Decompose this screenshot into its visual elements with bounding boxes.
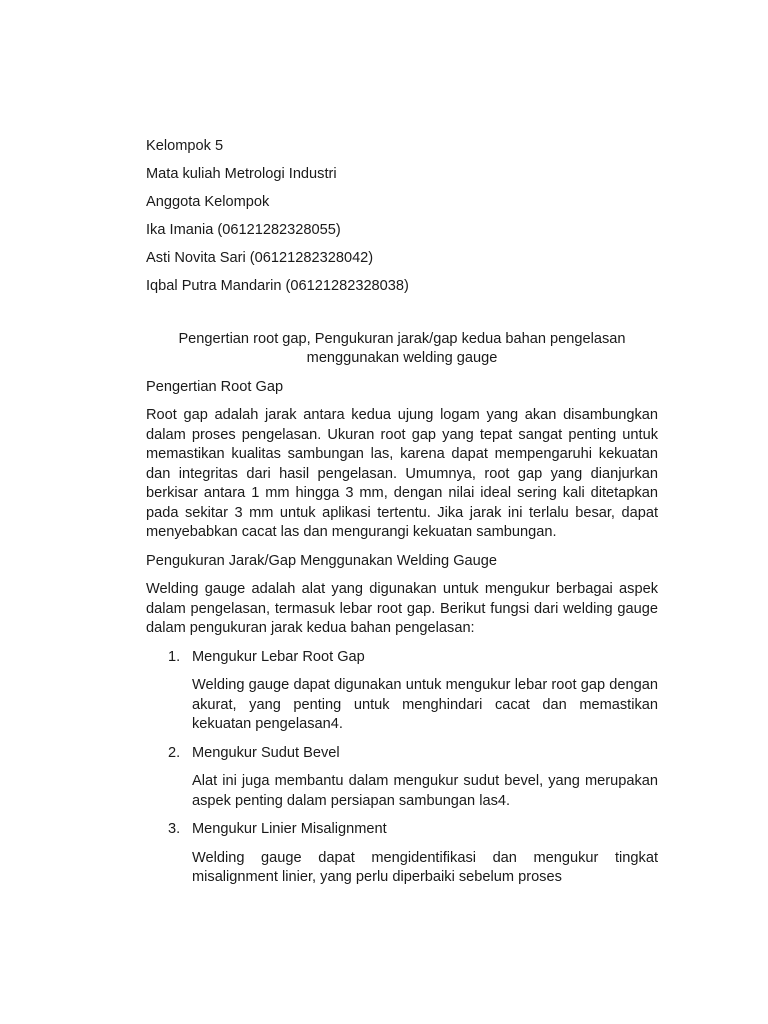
function-list bbox=[146, 648, 658, 888]
list-item-title: Mengukur Sudut Bevel bbox=[192, 744, 340, 761]
members-heading: Anggota Kelompok bbox=[146, 194, 270, 210]
list-item-body: Welding gauge dapat digunakan untuk mengukur lebar root gap dengan akurat, yang penting untuk menghindari cacat dan memastikan kekuatan pengelasan4. bbox=[192, 677, 658, 732]
list-item bbox=[146, 648, 658, 735]
list-item-number: 3. bbox=[168, 821, 181, 837]
course-name: Mata kuliah Metrologi Industri bbox=[146, 166, 337, 182]
member-name: Asti Novita Sari (06121282328042) bbox=[146, 250, 374, 266]
document-content bbox=[146, 137, 658, 897]
member-name: Ika Imania (06121282328055) bbox=[146, 222, 341, 238]
group-info bbox=[146, 137, 658, 297]
section-heading-root-gap: Pengertian Root Gap bbox=[146, 378, 284, 395]
section-heading-measurement: Pengukuran Jarak/Gap Menggunakan Welding Gauge bbox=[146, 552, 498, 569]
list-item-title: Mengukur Linier Misalignment bbox=[192, 821, 387, 837]
list-item bbox=[146, 744, 658, 812]
list-item-number: 1. bbox=[168, 648, 181, 665]
list-item-number: 2. bbox=[168, 744, 181, 761]
list-item-body: Alat ini juga membantu dalam mengukur sudut bevel, yang merupakan aspek penting dalam persiapan sambungan las4. bbox=[192, 773, 658, 809]
member-name: Iqbal Putra Mandarin (06121282328038) bbox=[146, 278, 409, 294]
list-item-title: Mengukur Lebar Root Gap bbox=[192, 648, 365, 665]
section-intro-measurement: Welding gauge adalah alat yang digunakan untuk mengukur berbagai aspek dalam pengelasan, termasuk lebar root gap. Berikut fungsi dari welding gauge dalam pengukuran jarak kedua bahan pengelasan: bbox=[146, 581, 658, 636]
section-body-root-gap: Root gap adalah jarak antara kedua ujung logam yang akan disambungkan dalam proses pengelasan. Ukuran root gap yang tepat sangat penting untuk memastikan kualitas sambungan las, karena dapat mempengaruhi kekuatan dan integritas dari hasil pengelasan. Umumnya, root gap yang dianjurkan berkisar antara 1 mm hingga 3 mm, dengan nilai ideal sering kali ditetapkan pada sekitar 3 mm untuk aplikasi tertentu. Jika jarak ini terlalu besar, dapat menyebabkan cacat las dan mengurangi kekuatan sambungan. bbox=[146, 407, 658, 540]
group-name: Kelompok 5 bbox=[146, 138, 224, 154]
list-item-body: Welding gauge dapat mengidentifikasi dan mengukur tingkat misalignment linier, yang perlu diperbaiki sebelum proses bbox=[192, 849, 658, 885]
document-title: Pengertian root gap, Pengukuran jarak/gap kedua bahan pengelasan menggunakan welding gauge bbox=[178, 330, 626, 366]
list-item bbox=[146, 820, 658, 888]
